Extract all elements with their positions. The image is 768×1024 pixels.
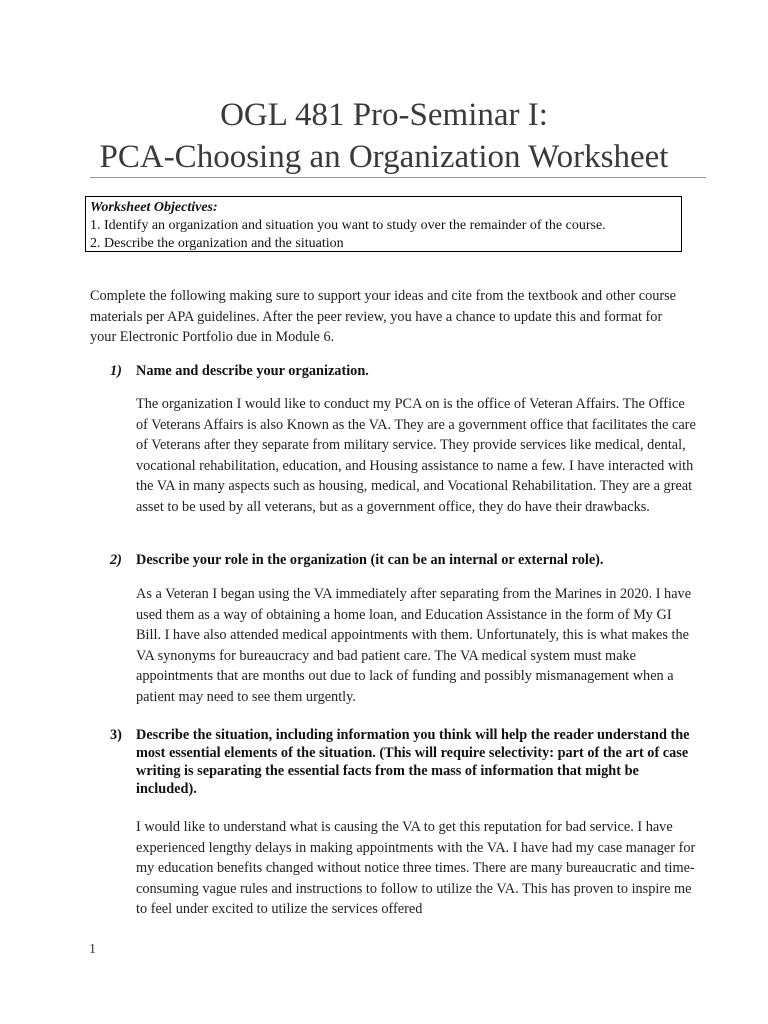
question-prompt: Name and describe your organization.	[136, 363, 369, 379]
answer-3: I would like to understand what is causing the VA to get this reputation for bad service. I have experienced lengthy delays in making appointments with the VA. I have had my case manager for my education benefits changed without notice three times. There are many bureaucratic and time-consuming vague rules and instructions to follow to utilize the VA. This has proven to inspire me to feel under excited to utilize the services offered	[136, 819, 696, 917]
objectives-box	[85, 196, 682, 252]
question-2	[110, 551, 696, 569]
intro-paragraph: Complete the following making sure to support your ideas and cite from the textbook and other course materials per APA guidelines. After the peer review, you have a chance to update this and format for your Electronic Portfolio due in Module 6.	[90, 288, 677, 345]
question-number: 2)	[110, 552, 122, 568]
answer-1: The organization I would like to conduct my PCA on is the office of Veteran Affairs. The Office of Veterans Affairs is also Known as the VA. They are a government office that facilitates the care of Veterans after they separate from military service. They provide services like medical, dental, vocational rehabilitation, education, and Housing assistance to name a few. I have interacted with the VA in many aspects such as housing, medical, and Vocational Rehabilitation. They are a great asset to be used by all veterans, but as a government office, they do have their drawbacks.	[136, 396, 696, 515]
objectives-heading: Worksheet Objectives:	[90, 200, 218, 215]
objective-item: 2. Describe the organization and the situation	[90, 236, 344, 251]
answer-2: As a Veteran I began using the VA immediately after separating from the Marines in 2020. I have used them as a way of obtaining a home loan, and Education Assistance in the form of My GI Bill. I have also attended medical appointments with them. Unfortunately, this is what makes the VA synonyms for bureaucracy and bad patient care. The VA medical system must make appointments that are months out due to lack of funding and possibly mismanagement when a patient may need to see them urgently.	[136, 586, 692, 705]
document-title-line-2: PCA-Choosing an Organization Worksheet	[99, 139, 669, 175]
question-prompt: Describe the situation, including information you think will help the reader understand the most essential elements of the situation. (This will require selectivity: part of the art of case writing is separating the essential facts from the mass of information that might be included).	[136, 727, 690, 797]
document-title-line-1: OGL 481 Pro-Seminar I:	[220, 97, 548, 133]
objective-item: 1. Identify an organization and situation you want to study over the remainder of the course.	[90, 218, 606, 233]
question-number: 1)	[110, 363, 122, 379]
question-3	[110, 726, 696, 798]
question-1	[110, 362, 696, 380]
title-divider	[90, 177, 706, 178]
page-number: 1	[89, 942, 96, 957]
question-prompt: Describe your role in the organization (it can be an internal or external role).	[136, 552, 604, 568]
question-number: 3)	[110, 727, 122, 743]
